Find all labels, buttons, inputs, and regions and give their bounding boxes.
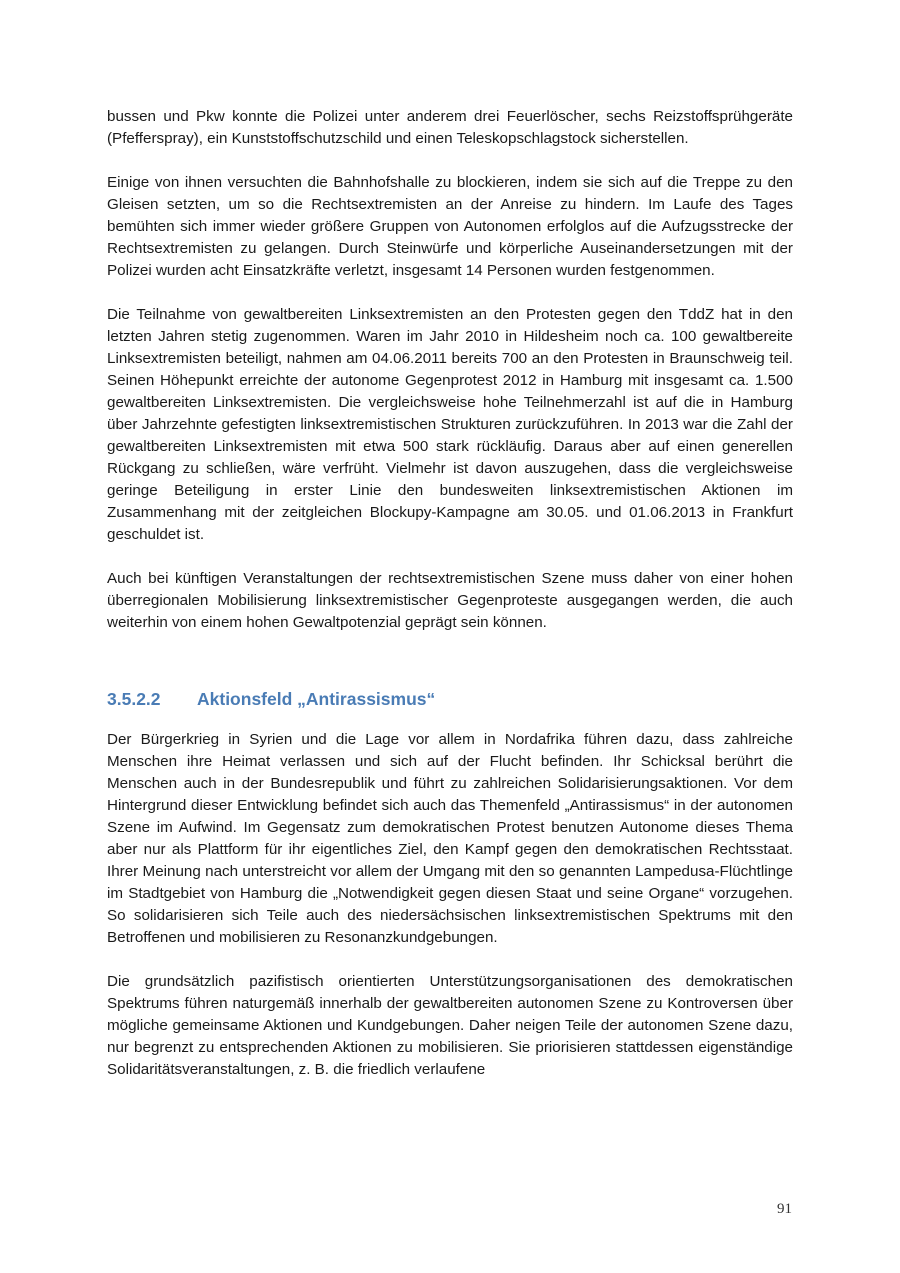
paragraph-5: Der Bürgerkrieg in Syrien und die Lage vor allem in Nordafrika führen dazu, dass zahlreiche Menschen ihre Heimat verlassen und sich auf der Flucht befinden. Ihr Schicksal berührt die Menschen auch in der Bundesrepublik und führt zu zahlreichen Solidarisierungsaktionen. Vor dem Hintergrund dieser Entwicklung befindet sich auch das Themenfeld „Antirassismus“ in der autonomen Szene im Aufwind. Im Gegensatz zum demokratischen Protest benutzen Autonome dieses Thema aber nur als Plattform für ihr eigentliches Ziel, den Kampf gegen den demokratischen Rechtsstaat. Ihrer Meinung nach unterstreicht vor allem der Umgang mit den so genannten Lampedusa-Flüchtlinge im Stadtgebiet von Hamburg die „Notwendigkeit gegen diesen Staat und seine Organe“ vorzugehen. So solidarisieren sich Teile auch des niedersächsischen linksextremistischen Spektrums mit den Betroffenen und mobilisieren zu Resonanzkundgebungen.: [107, 731, 793, 946]
page-number: 91: [777, 1201, 792, 1217]
paragraph-4: Auch bei künftigen Veranstaltungen der rechtsextremistischen Szene muss daher von einer hohen überregionalen Mobilisierung linksextremistischer Gegenproteste ausgegangen werden, die auch weiterhin von einem hohen Gewaltpotenzial geprägt sein können.: [107, 570, 793, 631]
page-body: [107, 106, 793, 1081]
paragraph-6: Die grundsätzlich pazifistisch orientierten Unterstützungsorganisationen des demokratischen Spektrums führen naturgemäß innerhalb der gewaltbereiten autonomen Szene zu Kontroversen über mögliche gemeinsame Aktionen und Kundgebungen. Daher neigen Teile der autonomen Szene dazu, nur begrenzt zu entsprechenden Aktionen zu mobilisieren. Sie priorisieren stattdessen eigenständige Solidaritätsveranstaltungen, z. B. die friedlich verlaufene: [107, 973, 793, 1078]
paragraph-3: Die Teilnahme von gewaltbereiten Linksextremisten an den Protesten gegen den TddZ hat in den letzten Jahren stetig zugenommen. Waren im Jahr 2010 in Hildesheim noch ca. 100 gewaltbereite Linksextremisten beteiligt, nahmen am 04.06.2011 bereits 700 an den Protesten in Braunschweig teil. Seinen Höhepunkt erreichte der autonome Gegenprotest 2012 in Hamburg mit insgesamt ca. 1.500 gewaltbereiten Linksextremisten. Die vergleichsweise hohe Teilnehmerzahl ist auf die in Hamburg über Jahrzehnte gefestigten linksextremistischen Strukturen zurückzuführen. In 2013 war die Zahl der gewaltbereiten Linksextremisten mit etwa 500 stark rückläufig. Daraus aber auf einen generellen Rückgang zu schließen, wäre verfrüht. Vielmehr ist davon auszugehen, dass die vergleichsweise geringe Beteiligung in erster Linie den bundesweiten linksextremistischen Aktionen im Zusammenhang mit der zeitgleichen Blockupy-Kampagne am 30.05. und 01.06.2013 in Frankfurt geschuldet ist.: [107, 306, 793, 543]
paragraph-2: Einige von ihnen versuchten die Bahnhofshalle zu blockieren, indem sie sich auf die Treppe zu den Gleisen setzten, um so die Rechtsextremisten an der Anreise zu hindern. Im Laufe des Tages bemühten sich immer wieder größere Gruppen von Autonomen erfolglos auf die Aufzugsstrecke der Rechtsextremisten zu gelangen. Durch Steinwürfe und körperliche Auseinandersetzungen mit der Polizei wurden acht Einsatzkräfte verletzt, insgesamt 14 Personen wurden festgenommen.: [107, 174, 793, 279]
paragraph-1: bussen und Pkw konnte die Polizei unter anderem drei Feuerlöscher, sechs Reizstoffsprühgeräte (Pfefferspray), ein Kunststoffschutzschild und einen Teleskopschlagstock sicherstellen.: [107, 108, 793, 147]
section-number: 3.5.2.2: [107, 689, 161, 709]
section-title: Aktionsfeld „Antirassismus“: [197, 689, 436, 709]
section-heading: [107, 689, 793, 710]
